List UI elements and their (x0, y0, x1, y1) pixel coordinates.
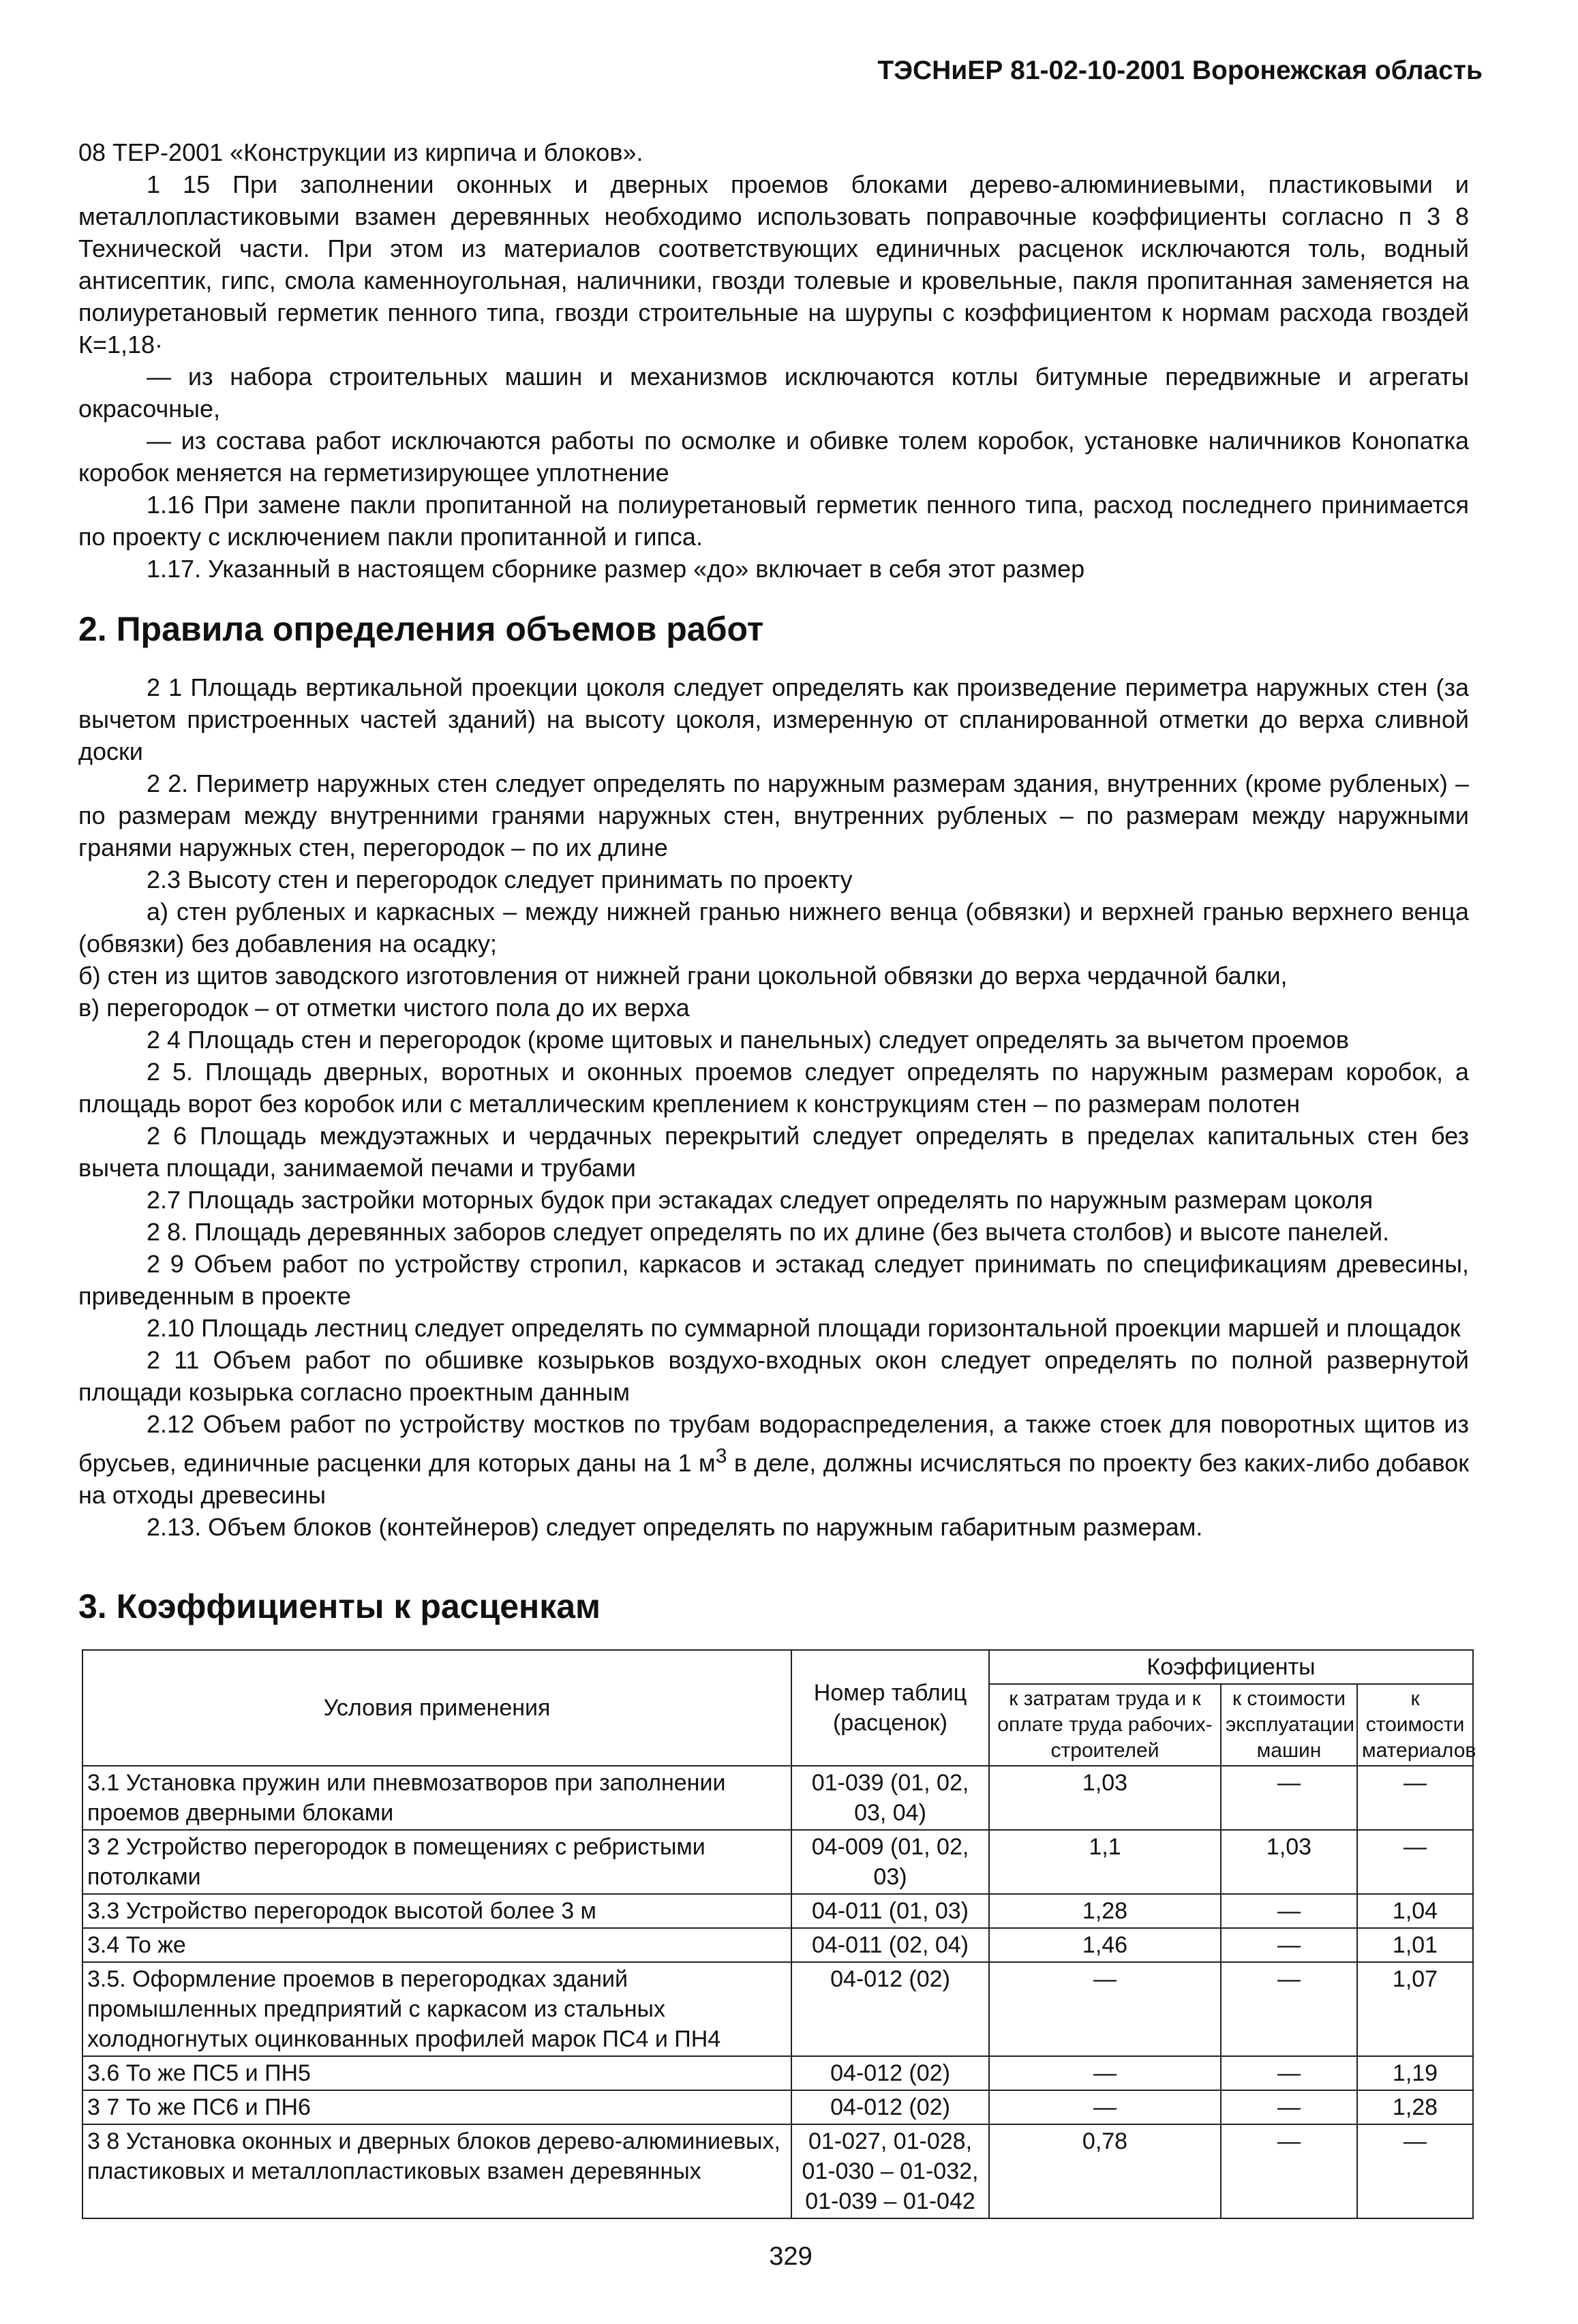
cell-table-number: 01-039 (01, 02, 03, 04) (791, 1766, 989, 1830)
header-labor: к затратам труда и к оплате труда рабочих-строителей (989, 1684, 1221, 1766)
paragraph: 2 9 Объем работ по устройству стропил, каркасов и эстакад следует принимать по спецификациям древесины, приведенным в проекте (78, 1250, 1469, 1310)
cell-labor: 1,46 (989, 1928, 1221, 1962)
cell-table-number: 04-011 (01, 03) (791, 1894, 989, 1928)
cell-machines: — (1221, 1766, 1357, 1830)
paragraph (78, 1408, 1469, 1511)
paragraph-text: в деле, должны исчисляться по проекту без каких-либо добавок на отходы древесины (78, 1449, 1469, 1509)
cell-machines: 1,03 (1221, 1830, 1357, 1894)
table-row (82, 1766, 1473, 1830)
table-row (82, 2090, 1473, 2124)
paragraph-text: 2.12 Объем работ по устройству мостков по трубам водораспределения, а также стоек для поворотных щитов из брусьев, единичные расценки для которых даны на 1 м (78, 1410, 1469, 1477)
header-machines: к стоимости эксплуатации машин (1221, 1684, 1357, 1766)
paragraph: 2 8. Площадь деревянных заборов следует определять по их длине (без вычета столбов) и высоте панелей. (147, 1218, 1390, 1246)
cell-table-number: 04-012 (02) (791, 1962, 989, 2056)
cell-machines: — (1221, 1962, 1357, 2056)
cell-materials: — (1357, 1766, 1473, 1830)
section-2-title: 2. Правила определения объемов работ (78, 610, 764, 648)
cell-labor: — (989, 1962, 1221, 2056)
header-table-number: Номер таблиц (расценок) (791, 1650, 989, 1766)
cell-condition: 3 8 Установка оконных и дверных блоков дерево-алюминиевых, пластиковых и металлопластиковых взамен деревянных (82, 2124, 791, 2218)
cell-labor: 1,1 (989, 1830, 1221, 1894)
paragraph: 08 ТЕР-2001 «Конструкции из кирпича и блоков». (78, 138, 643, 166)
paragraph: — из набора строительных машин и механизмов исключаются котлы битумные передвижные и агрегаты окрасочные, (78, 363, 1469, 423)
header-materials: к стоимости материалов (1357, 1684, 1473, 1766)
cell-machines: — (1221, 2090, 1357, 2124)
paragraph: 2.10 Площадь лестниц следует определять по суммарной площади горизонтальной проекции маршей и площадок (147, 1314, 1461, 1342)
paragraph: 2 4 Площадь стен и перегородок (кроме щитовых и панельных) следует определять за вычетом проемов (147, 1026, 1349, 1054)
cell-materials: — (1357, 2124, 1473, 2218)
cell-labor: 1,03 (989, 1766, 1221, 1830)
cell-machines: — (1221, 1928, 1357, 1962)
cell-materials: — (1357, 1830, 1473, 1894)
cell-condition: 3.5. Оформление проемов в перегородках зданий промышленных предприятий с каркасом из стальных холодногнутых оцинкованных профилей марок ПС4 и ПН4 (82, 1962, 791, 2056)
table-row (82, 1894, 1473, 1928)
header-conditions: Условия применения (82, 1650, 791, 1766)
cell-table-number: 04-012 (02) (791, 2090, 989, 2124)
paragraph: 1.17. Указанный в настоящем сборнике размер «до» включает в себя этот размер (147, 555, 1085, 583)
cell-materials: 1,28 (1357, 2090, 1473, 2124)
page-number: 329 (769, 2242, 813, 2271)
paragraph: б) стен из щитов заводского изготовления от нижней грани цокольной обвязки до верха чердачной балки, (78, 962, 1288, 990)
paragraph: 1 15 При заполнении оконных и дверных проемов блоками дерево-алюминиевыми, пластиковыми и металлопластиковыми взамен деревянных необходимо использовать поправочные коэффициенты согласно п 3 8 Технической части. При этом из материалов соответствующих единичных расценок исключаются толь, водный антисептик, гипс, смола каменноугольная, наличники, гвозди толевые и кровельные, пакля пропитанная заменяется на полиуретановый герметик пенного типа, гвозди строительные на шурупы с коэффициентом к нормам расхода гвоздей К=1,18· (78, 170, 1469, 358)
cell-materials: 1,01 (1357, 1928, 1473, 1962)
paragraph: 2 5. Площадь дверных, воротных и оконных проемов следует определять по наружным размерам коробок, а площадь ворот без коробок или с металлическим креплением к конструкциям стен – по размерам полотен (78, 1058, 1469, 1118)
section-3-title: 3. Коэффициенты к расценкам (78, 1587, 601, 1625)
cell-condition: 3 2 Устройство перегородок в помещениях с ребристыми потолками (82, 1830, 791, 1894)
cell-condition: 3.4 То же (82, 1928, 791, 1962)
cell-labor: — (989, 2056, 1221, 2090)
paragraph: 2 6 Площадь междуэтажных и чердачных перекрытий следует определять в пределах капитальных стен без вычета площади, занимаемой печами и трубами (78, 1122, 1469, 1182)
paragraph: 1.16 При замене пакли пропитанной на полиуретановый герметик пенного типа, расход последнего принимается по проекту с исключением пакли пропитанной и гипса. (78, 491, 1469, 551)
paragraph: в) перегородок – от отметки чистого пола до их верха (78, 994, 690, 1022)
table-row (82, 2056, 1473, 2090)
cell-table-number: 04-011 (02, 04) (791, 1928, 989, 1962)
paragraph: 2 11 Объем работ по обшивке козырьков воздухо-входных окон следует определять по полной развернутой площади козырька согласно проектным данным (78, 1346, 1469, 1406)
cell-table-number: 04-009 (01, 02, 03) (791, 1830, 989, 1894)
cell-machines: — (1221, 2124, 1357, 2218)
cell-materials: 1,07 (1357, 1962, 1473, 2056)
cell-table-number: 04-012 (02) (791, 2056, 989, 2090)
paragraph: 2 2. Периметр наружных стен следует определять по наружным размерам здания, внутренних (кроме рубленых) – по размерам между внутренними гранями наружных стен, внутренних рубленых – по размерам между наружными гранями наружных стен, перегородок – по их длине (78, 769, 1469, 861)
cell-condition: 3.1 Установка пружин или пневмозатворов при заполнении проемов дверными блоками (82, 1766, 791, 1830)
paragraph: 2.3 Высоту стен и перегородок следует принимать по проекту (147, 866, 853, 893)
cell-table-number: 01-027, 01-028, 01-030 – 01-032, 01-039 – 01-042 (791, 2124, 989, 2218)
cell-condition: 3.3 Устройство перегородок высотой более 3 м (82, 1894, 791, 1928)
paragraph: 2.13. Объем блоков (контейнеров) следует определять по наружным габаритным размерам. (147, 1513, 1203, 1541)
table-row (82, 1928, 1473, 1962)
cell-condition: 3 7 То же ПС6 и ПН6 (82, 2090, 791, 2124)
document-body (78, 136, 1469, 1650)
paragraph: — из состава работ исключаются работы по осмолке и обивке толем коробок, установке наличников Конопатка коробок меняется на герметизирующее уплотнение (78, 427, 1469, 487)
cell-machines: — (1221, 2056, 1357, 2090)
cell-labor: — (989, 2090, 1221, 2124)
table-row (82, 1830, 1473, 1894)
cell-machines: — (1221, 1894, 1357, 1928)
paragraph: а) стен рубленых и каркасных – между нижней гранью нижнего венца (обвязки) и верхней гранью верхнего венца (обвязки) без добавления на осадку; (78, 898, 1469, 958)
cell-labor: 0,78 (989, 2124, 1221, 2218)
cell-materials: 1,04 (1357, 1894, 1473, 1928)
header-coefficients: Коэффициенты (989, 1650, 1473, 1684)
paragraph: 2 1 Площадь вертикальной проекции цоколя следует определять как произведение периметра наружных стен (за вычетом пристроенных частей зданий) на высоту цоколя, измеренную от спланированной отметки до верха сливной доски (78, 673, 1469, 765)
cell-materials: 1,19 (1357, 2056, 1473, 2090)
superscript: 3 (715, 1445, 727, 1467)
table-row (82, 1962, 1473, 2056)
cell-condition: 3.6 То же ПС5 и ПН5 (82, 2056, 791, 2090)
coefficients-table (82, 1649, 1474, 2219)
cell-labor: 1,28 (989, 1894, 1221, 1928)
paragraph: 2.7 Площадь застройки моторных будок при эстакадах следует определять по наружным размерам цоколя (147, 1186, 1374, 1214)
page-header: ТЭСНиЕР 81-02-10-2001 Воронежская область (877, 56, 1483, 85)
table-row (82, 2124, 1473, 2218)
